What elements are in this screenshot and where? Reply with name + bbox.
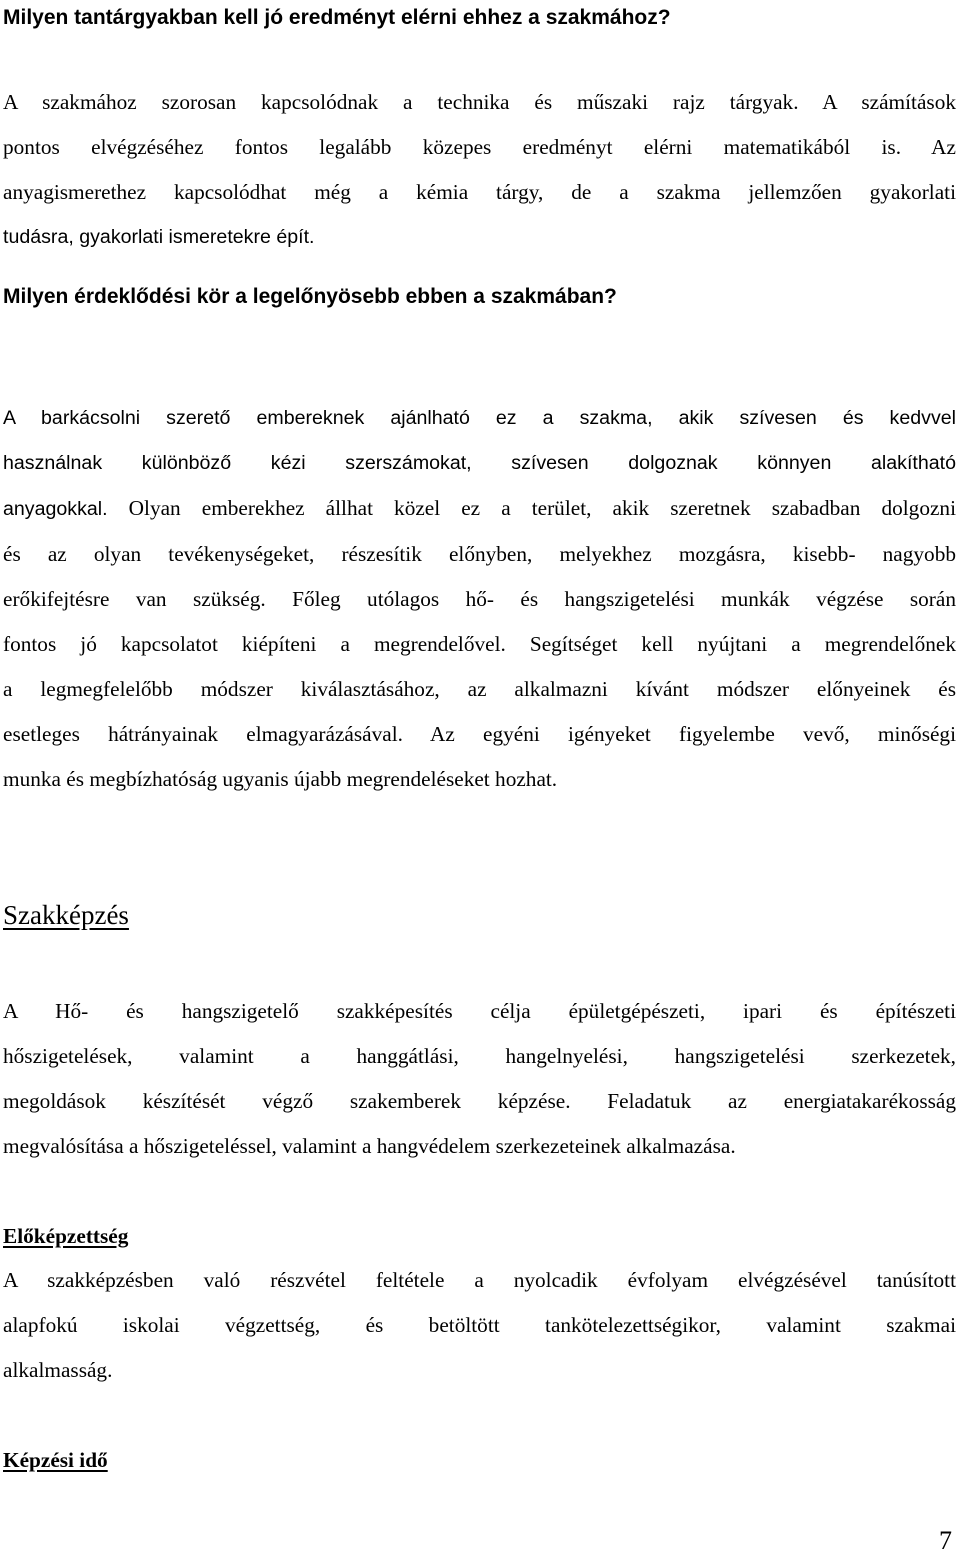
question-heading-interests: Milyen érdeklődési kör a legelőnyösebb ebben a szakmában? [3, 285, 617, 308]
text-line: megvalósítása a hőszigeteléssel, valamint a hangvédelem szerkezeteinek alkalmazása. [3, 1134, 736, 1158]
text-line: anyagismerethez kapcsolódhat még a kémia tárgy, de a szakma jellemzően gyakorlati [3, 180, 956, 204]
text-line: alkalmasság. [3, 1358, 113, 1382]
section-title-kepzesi-ido [3, 1446, 956, 1474]
text-line [3, 486, 956, 532]
text-line: fontos jó kapcsolatot kiépíteni a megrendelővel. Segítséget kell nyújtani a megrendelőnek [3, 632, 956, 656]
text-line: alapfokú iskolai végzettség, és betöltött tankötelezettségikor, valamint szakmai [3, 1313, 956, 1337]
text-line: pontos elvégzéséhez fontos legalább közepes eredményt elérni matematikából is. Az [3, 135, 956, 159]
question-heading-subjects: Milyen tantárgyakban kell jó eredményt elérni ehhez a szakmához? [3, 6, 671, 29]
text-line: A barkácsolni szerető embereknek ajánlható ez a szakma, akik szívesen és kedvvel [3, 407, 956, 429]
text-line: a legmegfelelőbb módszer kiválasztásához, az alkalmazni kívánt módszer előnyeinek és [3, 677, 956, 701]
subsection-title-text: Képzési idő [3, 1448, 108, 1472]
text-line: A szakképzésben való részvétel feltétele a nyolcadik évfolyam elvégzésével tanúsított [3, 1268, 956, 1292]
text-line: munka és megbízhatóság ugyanis újabb megrendeléseket hozhat. [3, 767, 558, 791]
paragraph-elokepzettseg [3, 1258, 956, 1393]
text-run: anyagokkal. [3, 498, 108, 520]
text-line: hőszigetelések, valamint a hanggátlási, hangelnyelési, hangszigetelési szerkezetek, [3, 1044, 956, 1068]
paragraph-subjects [3, 80, 956, 260]
paragraph-interests [3, 396, 956, 802]
text-line: A Hő- és hangszigetelő szakképesítés célja épületgépészeti, ipari és építészeti [3, 999, 956, 1023]
section-title-elokepzettseg [3, 1222, 956, 1250]
subsection-title-text: Előképzettség [3, 1224, 129, 1248]
paragraph-szakkepzes [3, 989, 956, 1169]
text-line: megoldások készítését végző szakemberek képzése. Feladatuk az energiatakarékosság [3, 1089, 956, 1113]
text-line: és az olyan tevékenységeket, részesítik előnyben, melyekhez mozgásra, kisebb- nagyobb [3, 542, 956, 566]
page-number: 7 [939, 1526, 952, 1555]
text-line: esetleges hátrányainak elmagyarázásával. Az egyéni igényeket figyelembe vevő, minőségi [3, 722, 956, 746]
text-line: tudásra, gyakorlati ismeretekre épít. [3, 226, 315, 248]
text-line: használnak különböző kézi szerszámokat, szívesen dolgoznak könnyen alakítható [3, 452, 956, 474]
section-title-text: Szakképzés [3, 900, 129, 930]
text-line: A szakmához szorosan kapcsolódnak a technika és műszaki rajz tárgyak. A számítások [3, 90, 956, 114]
section-title-szakkepzes [3, 898, 956, 932]
text-line: erőkifejtésre van szükség. Főleg utólagos hő- és hangszigetelési munkák végzése során [3, 587, 956, 611]
text-run: Olyan emberekhez állhat közel ez a terület, akik szeretnek szabadban dolgozni [107, 496, 956, 520]
